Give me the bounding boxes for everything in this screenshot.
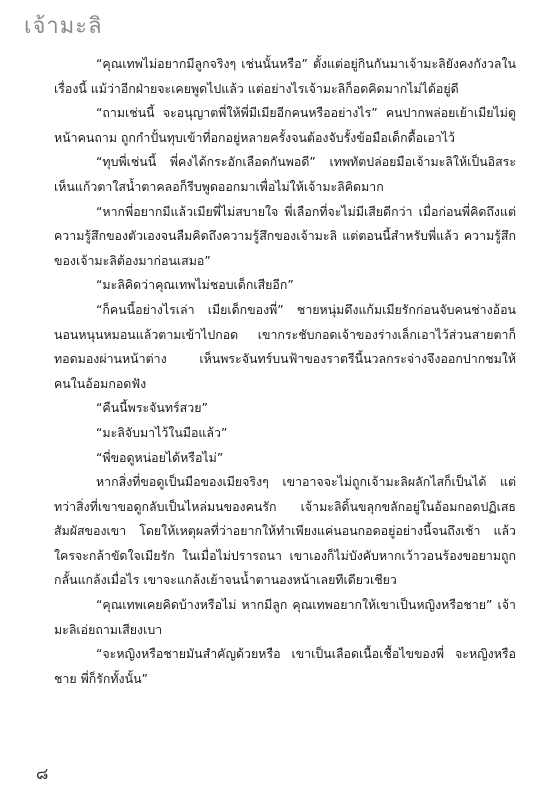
paragraph: “คืนนี้พระจันทร์สวย” bbox=[96, 400, 208, 416]
paragraph: “มะลิคิดว่าคุณเทพไม่ชอบเด็กเสียอีก” bbox=[96, 277, 294, 293]
paragraph: หากสิ่งที่ขอดูเป็นมือของเมียจริงๆ เขาอาจจะไม่ถูกเจ้ามะลิผลักไสก็เป็นได้ แต่ทว่าสิ่งที่เขาขอดูกลับเป็นไหล่มนของคนรัก เจ้ามะลิดิ้นขลุกขลักอยู่ในอ้อมกอดปฏิเสธสัมผัสของเขา โดยให้เหตุผลที่ว่าอยากให้ทำเพียงแค่นอนกอดอยู่อย่างนี้จนถึงเช้า แล้วใครจะกล้าขัดใจเมียรัก ในเมื่อไม่ปรารถนา เขาเองก็ไม่บังคับหากเว้าวอนร้องขอยามถูกกลั้นแกล้งเมื่อไร เขาจะแกล้งเย้าจนน้ำตานองหน้าเลยทีเดียวเชียว bbox=[54, 474, 516, 588]
paragraph: “ทุบพี่เช่นนี้ พี่คงได้กระอักเลือดกันพอดี” เทพทัตปล่อยมือเจ้ามะลิให้เป็นอิสระ เห็นแก้วตาใสน้ำตาคลอก็รีบพูดออกมาเพื่อไม่ให้เจ้ามะลิคิดมาก bbox=[54, 154, 516, 194]
body-text bbox=[54, 52, 516, 691]
page-number: ๘ bbox=[36, 764, 49, 783]
paragraph: “จะหญิงหรือชายมันสำคัญด้วยหรือ เขาเป็นเลือดเนื้อเชื้อไขของพี่ จะหญิงหรือชาย พี่ก็รักทั้งนั้น” bbox=[54, 646, 516, 686]
running-head-title: เจ้ามะลิ bbox=[24, 14, 103, 39]
paragraph: “พี่ขอดูหน่อยได้หรือไม่” bbox=[96, 449, 224, 465]
paragraph: “ถามเช่นนี้ จะอนุญาตพี่ให้พี่มีเมียอีกคนหรืออย่างไร” คนปากพล่อยเย้าเมียไม่ดูหน้าคนถาม ถูกกำปั้นทุบเข้าที่อกอยู่หลายครั้งจนต้องจับรั้งข้อมือเด็กดื้อเอาไว้ bbox=[54, 105, 516, 145]
paragraph: “หากพี่อยากมีแล้วเมียพี่ไม่สบายใจ พี่เลือกที่จะไม่มีเสียดีกว่า เมื่อก่อนพี่คิดถึงแต่ความรู้สึกของตัวเองจนลืมคิดถึงความรู้สึกของเจ้ามะลิ แต่ตอนนี้สำหรับพี่แล้ว ความรู้สึกของเจ้ามะลิต้องมาก่อนเสมอ” bbox=[54, 203, 516, 268]
paragraph: “คุณเทพไม่อยากมีลูกจริงๆ เช่นนั้นหรือ” ตั้งแต่อยู่กินกันมาเจ้ามะลิยังคงกังวลในเรื่องนี้ แม้ว่าอีกฝ่ายจะเคยพูดไปแล้ว แต่อย่างไรเจ้ามะลิก็อดคิดมากไม่ได้อยู่ดี bbox=[54, 56, 516, 96]
paragraph: “มะลิจับมาไว้ในมือแล้ว” bbox=[96, 424, 228, 440]
paragraph: “ก็คนนี้อย่างไรเล่า เมียเด็กของพี่” ชายหนุ่มดึงแก้มเมียรักก่อนจับคนช่างอ้อนนอนหนุนหมอนแล้วตามเข้าไปกอด เขากระชับกอดเจ้าของร่างเล็กเอาไว้ส่วนสายตาก็ทอดมองผ่านหน้าต่าง เห็นพระจันทร์บนฟ้าของราตรีนี้นวลกระจ่างจึงออกปากชมให้คนในอ้อมกอดฟัง bbox=[54, 301, 516, 391]
paragraph: “คุณเทพเคยคิดบ้างหรือไม่ หากมีลูก คุณเทพอยากให้เขาเป็นหญิงหรือชาย” เจ้ามะลิเอ่ยถามเสียงเบา bbox=[54, 597, 516, 637]
